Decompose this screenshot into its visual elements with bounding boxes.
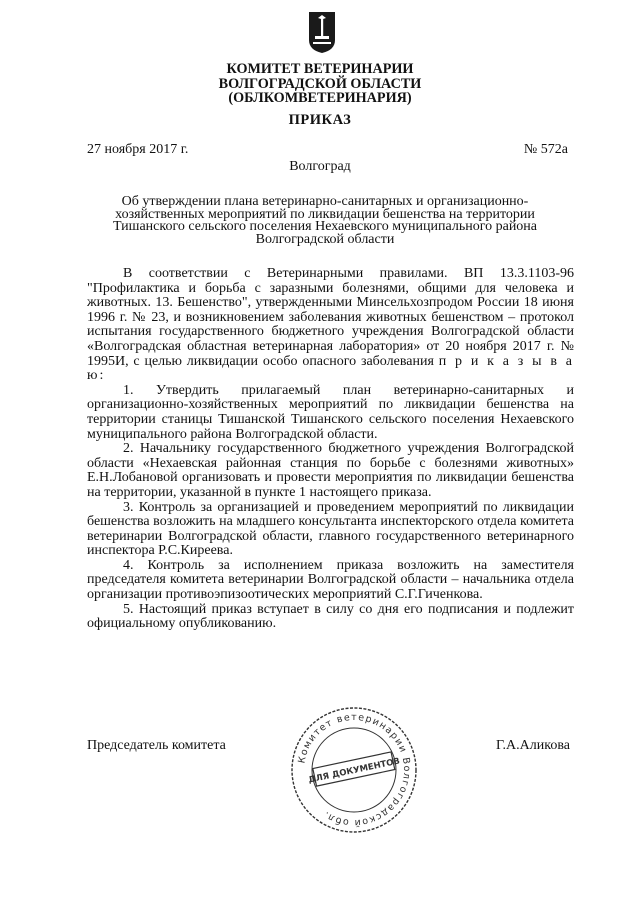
intro-text: В соответствии с Ветеринарными правилами. ВП 13.3.1103-96 "Профилактика и борьба с заразными болезнями, общими для человека и животных. 13. Бешенство", утвержденными Минсельхозпродом России 18 июня 1996 г. № 23, и возникновением заболевания животных бешенством – протокол испытания государственного бюджетного учреждения Волгоградской области «Волгоградская областная ветеринарная лаборатория» от 20 ноября 2017 г. № 1995И, с целью ликвидации особо опасного заболевания [87,266,574,369]
command-word: п р и к а з ы в а ю: [87,353,575,384]
body-item-5: 5. Настоящий приказ вступает в силу со дня его подписания и подлежит официальному опубликованию. [87,601,574,632]
body-item-1: 1. Утвердить прилагаемый план ветеринарно-санитарных и организационно-хозяйственных мероприятий по ликвидации бешенства на территории станицы Тишанской Тишанского сельского поселения Нехаевского муниципального района Волгоградской области. [87,382,574,442]
document-number: № 572а [523,142,568,157]
document-type-title: ПРИКАЗ [288,112,352,128]
org-name-line-3: (ОБЛКОМВЕТЕРИНАРИЯ) [228,90,412,106]
official-stamp [288,704,420,836]
body-item-3: 3. Контроль за организацией и проведением мероприятий по ликвидации бешенства возложить на младшего консультанта инспекторского отдела комитета ветеринарии Волгоградской области, главного государственного ветеринарного инспектора Р.С.Киреева. [87,499,574,559]
document-city: Волгоград [289,159,351,174]
signatory-position: Председатель комитета [87,738,226,753]
document-date: 27 ноября 2017 г. [87,142,189,157]
org-name-line-2: ВОЛГОГРАДСКОЙ ОБЛАСТИ [218,75,422,92]
body-item-4: 4. Контроль за исполнением приказа возложить на заместителя председателя комитета ветеринарии Волгоградской области – начальника отдела организации противоэпизоотических мероприятий С.Г.Гиченкова. [87,557,574,603]
stamp-ring-text: Комитет ветеринарии Волгоградской обл. [296,711,413,829]
coat-of-arms-emblem [307,10,337,54]
body-intro [87,267,574,384]
body-item-2: 2. Начальнику государственного бюджетного учреждения Волгоградской области «Нехаевская районная станция по борьбе с болезнями животных» Е.Н.Лобановой организовать и провести мероприятия по ликвидации бешенства на территории, указанной в пункте 1 настоящего приказа. [87,441,574,500]
stamp-center-text: ДЛЯ ДОКУМЕНТОВ [307,756,401,786]
document-body [87,267,574,632]
org-name-line-1: КОМИТЕТ ВЕТЕРИНАРИИ [226,61,414,77]
organization-header [0,62,640,106]
signatory-name: Г.А.Аликова [496,738,570,753]
document-subject: Об утверждении плана ветеринарно-санитарных и организационно-хозяйственных мероприятий по ликвидации бешенства на территории Тишанского сельского поселения Нехаевского муниципального района Волгоградской области [112,194,538,247]
